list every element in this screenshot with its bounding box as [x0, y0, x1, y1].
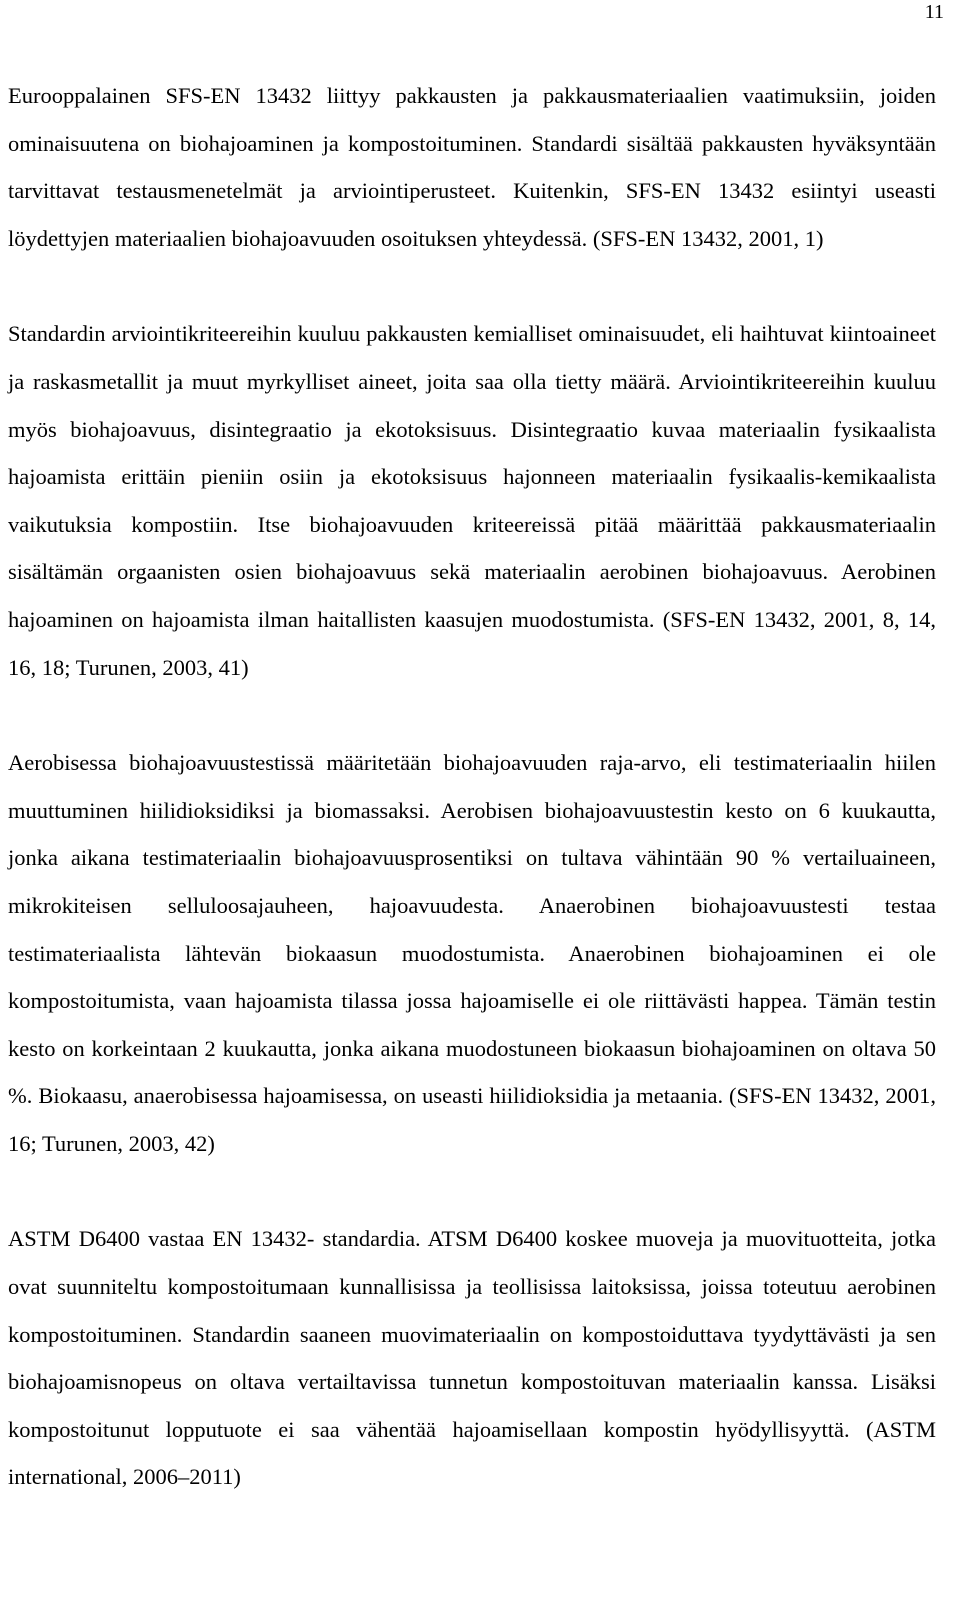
- paragraph-sfs-en-13432: Eurooppalainen SFS-EN 13432 liittyy pakkausten ja pakkausmateriaalien vaatimuksiin, joiden ominaisuutena on biohajoaminen ja kompostoituminen. Standardi sisältää pakkausten hyväksyntään tarvittavat testausmenetelmät ja arviointiperusteet. Kuitenkin, SFS-EN 13432 esiintyi useasti löydettyjen materiaalien biohajoavuuden osoituksen yhteydessä. (SFS-EN 13432, 2001, 1): [8, 83, 936, 251]
- paragraph-astm-d6400: ASTM D6400 vastaa EN 13432- standardia. ATSM D6400 koskee muoveja ja muovituotteita, jotka ovat suunniteltu kompostoitumaan kunnallisissa ja teollisissa laitoksissa, joissa toteutuu aerobinen kompostoituminen. Standardin saaneen muovimateriaalin on kompostoiduttava tyydyttävästi ja sen biohajoamisnopeus on oltava vertailtavissa tunnetun kompostoituvan materiaalin kanssa. Lisäksi kompostoitunut lopputuote ei saa vähentää hajoamisellaan kompostin hyödyllisyyttä. (ASTM international, 2006–2011): [8, 1226, 936, 1490]
- paragraph-evaluation-criteria: Standardin arviointikriteereihin kuuluu pakkausten kemialliset ominaisuudet, eli haihtuvat kiintoaineet ja raskasmetallit ja muut myrkylliset aineet, joita saa olla tietty määrä. Arviointikriteereihin kuuluu myös biohajoavuus, disintegraatio ja ekotoksisuus. Disintegraatio kuvaa materiaalin fysikaalista hajoamista erittäin pieniin osiin ja ekotoksisuus hajonneen materiaalin fysikaalis-kemikaalista vaikutuksia kompostiin. Itse biohajoavuuden kriteereissä pitää määrittää pakkausmateriaalin sisältämän orgaanisten osien biohajoavuus sekä materiaalin aerobinen biohajoavuus. Aerobinen hajoaminen on hajoamista ilman haitallisten kaasujen muodostumista. (SFS-EN 13432, 2001, 8, 14, 16, 18; Turunen, 2003, 41): [8, 321, 936, 680]
- document-body: [8, 72, 936, 1501]
- page-number: 11: [924, 1, 944, 23]
- paragraph-biodegradability-tests: Aerobisessa biohajoavuustestissä määritetään biohajoavuuden raja-arvo, eli testimateriaalin hiilen muuttuminen hiilidioksidiksi ja biomassaksi. Aerobisen biohajoavuustestin kesto on 6 kuukautta, jonka aikana testimateriaalin biohajoavuusprosentiksi on tultava vähintään 90 % vertailuaineen, mikrokiteisen selluloosajauheen, hajoavuudesta. Anaerobinen biohajoavuustesti testaa testimateriaalista lähtevän biokaasun muodostumista. Anaerobinen biohajoaminen ei ole kompostoitumista, vaan hajoamista tilassa jossa hajoamiselle ei ole riittävästi happea. Tämän testin kesto on korkeintaan 2 kuukautta, jonka aikana muodostuneen biokaasun biohajoaminen on oltava 50 %. Biokaasu, anaerobisessa hajoamisessa, on useasti hiilidioksidia ja metaania. (SFS-EN 13432, 2001, 16; Turunen, 2003, 42): [8, 750, 936, 1156]
